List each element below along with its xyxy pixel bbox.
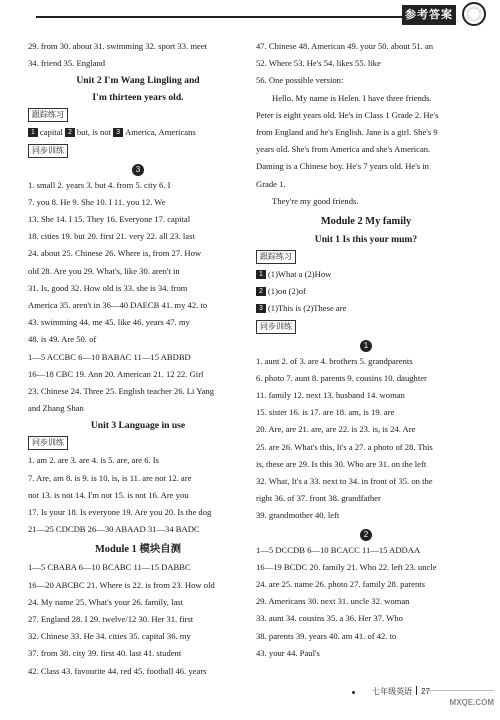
answer-line: 1—5 DCCDB 6—10 BCACC 11—15 ADDAA — [256, 544, 421, 555]
item-answer: (1)This is (2)These are — [267, 303, 347, 314]
answer-line: 33. aunt 34. cousins 35. a 36. Her 37. Who — [256, 613, 403, 624]
answer-line: 25. are 26. What's this, It's a 27. a photo of 28. This — [256, 441, 433, 452]
footer-divider — [416, 686, 417, 695]
essay-line: from England and he's English. Jane is a girl. She's 9 — [256, 127, 438, 138]
footer-dot — [352, 691, 355, 694]
answer-line: and Zhang Shan — [28, 403, 84, 414]
essay-line: Daming is a Chinese boy. He's 7 years old. He's in — [256, 161, 429, 172]
right-column — [256, 38, 476, 662]
header-rule — [36, 16, 430, 18]
answer-line: 16—20 ABCBC 21. Where is 22. is from 23. How old — [28, 579, 215, 590]
essay-line: Peter is eight years old. He's in Class 1 Grade 2. He's — [256, 109, 439, 120]
tracking-practice-tag: 跟踪练习 — [28, 108, 68, 122]
item-number-box: 1 — [28, 128, 38, 137]
item-answer: but, is not — [76, 127, 114, 138]
tracking-practice-tag: 跟踪练习 — [256, 250, 296, 264]
answer-line: America 35. aren't in 36—40 DAECB 41. my 42. to — [28, 300, 208, 311]
answer-line: 38. parents 39. years 40. am 41. of 42. to — [256, 630, 397, 641]
answer-line: 6. photo 7. aunt 8. parents 9. cousins 10. daughter — [256, 372, 427, 383]
answer-line: 24. My name 25. What's your 26. family, last — [28, 596, 184, 607]
unit2-title-line2: I'm thirteen years old. — [92, 92, 184, 104]
answer-line: 29. Americans 30. next 31. uncle 32. woman — [256, 596, 410, 607]
possible-version-label: 56. One possible version: — [256, 75, 344, 86]
item-answer: America, Americans — [125, 127, 196, 138]
answer-line: 47. Chinese 48. American 49. your 50. about 51. an — [256, 41, 434, 51]
circled-number: 3 — [132, 164, 144, 176]
answer-line: 39. grandmother 40. left — [256, 510, 340, 521]
essay-line: Grade 1. — [256, 178, 286, 189]
item-answer: (1)on (2)of — [267, 286, 306, 297]
sync-training-tag: 同步训练 — [256, 320, 296, 334]
tracking-answer — [256, 266, 476, 283]
essay-line: years old. She's from America and she's American. — [256, 144, 431, 155]
essay-line: Hello. My name is Helen. I have three friends. — [272, 92, 432, 103]
tracking-answers — [28, 124, 248, 141]
module1-title: Module 1 模块自测 — [94, 544, 181, 556]
unit2-title: Unit 2 I'm Wang Lingling and — [76, 75, 200, 87]
circled-number: 1 — [360, 340, 372, 352]
sync-training-tag: 同步训练 — [28, 436, 68, 450]
answer-line: 42. Class 43. favourite 44. red 45. football 46. years — [28, 665, 207, 676]
section-marker — [28, 161, 248, 176]
answer-line: 16—19 BCDC 20. family 21. Who 22. left 23. uncle — [256, 561, 437, 572]
item-number-box: 3 — [256, 304, 266, 313]
answer-line: 37. from 38. city 39. first 40. last 41. student — [28, 648, 182, 659]
answer-line: is, these are 29. Is this 30. Who are 31. on the left — [256, 458, 427, 469]
grade-label: 七年级英语 — [372, 687, 413, 696]
page-number: 27 — [421, 687, 430, 696]
answer-line: 15. sister 16. is 17. are 18. am, is 19. are — [256, 407, 395, 418]
answer-line: 48. is 49. Are 50. of — [28, 334, 97, 345]
answer-line: 7. Are, am 8. is 9. is 10. is, is 11. are not 12. are — [28, 472, 192, 483]
answer-line: 43. swimming 44. me 45. like 46. years 47. my — [28, 317, 190, 328]
answer-line: 1. aunt 2. of 3. are 4. brothers 5. grandparents — [256, 355, 413, 366]
answer-line: 18. cities 19. but 20. first 21. very 22. all 23. last — [28, 231, 195, 242]
item-number-box: 2 — [256, 287, 266, 296]
unit1-title: Unit 1 Is this your mum? — [314, 234, 418, 246]
section-marker — [256, 526, 476, 541]
item-number-box: 3 — [113, 128, 123, 137]
answer-line: 21—25 CDCDB 26—30 ABAAD 31—34 BADC — [28, 524, 200, 535]
answer-line: 20. Are, are 21. are, are 22. is 23. is, is 24. Are — [256, 424, 416, 435]
answer-line: 11. family 12. next 13. husband 14. woman — [256, 390, 405, 401]
answer-line: 29. from 30. about 31. swimming 32. sport 33. meet — [28, 41, 208, 51]
answer-line: 7. you 8. He 9. She 10. I 11. you 12. We — [28, 196, 166, 207]
answer-line: 1—5 ACCBC 6—10 BABAC 11—15 ABDBD — [28, 351, 191, 362]
answer-line: 1—5 CBABA 6—10 BCABC 11—15 DABBC — [28, 562, 191, 573]
answer-line: 52. Where 53. He's 54. likes 55. like — [256, 58, 381, 69]
answer-line: 17. Is your 18. Is everyone 19. Are you 20. Is the dog — [28, 507, 212, 518]
sync-training-tag: 同步训练 — [28, 144, 68, 158]
answer-line: 34. friend 35. England — [28, 58, 106, 69]
item-number-box: 2 — [65, 128, 75, 137]
answer-line: 32. What, It's a 33. next to 34. in front of 35. on the — [256, 476, 433, 487]
answer-line: 24. about 25. Chinese 26. Where is, from 27. How — [28, 248, 202, 259]
answer-line: old 28. Are you 29. What's, like 30. aren't in — [28, 265, 180, 276]
answer-line: 23. Chinese 24. Three 25. English teacher 26. Li Yang — [28, 386, 215, 397]
tracking-answer — [256, 283, 476, 300]
answer-line: 24. are 25. name 26. photo 27. family 28. parents — [256, 579, 425, 590]
item-number-box: 1 — [256, 270, 266, 279]
circled-number: 2 — [360, 529, 372, 541]
item-answer: (1)What a (2)How — [267, 269, 332, 280]
answer-line: right 36. of 37. front 38. grandfather — [256, 493, 381, 504]
answer-line: 32. Chinese 33. He 34. cities 35. capital 36. my — [28, 631, 191, 642]
emblem-icon — [462, 2, 486, 26]
module2-title: Module 2 My family — [320, 216, 412, 228]
watermark: MXQE.COM — [422, 690, 494, 717]
item-answer: capital — [39, 127, 65, 138]
essay-line: They're my good friends. — [272, 195, 359, 206]
answer-line: 1. small 2. years 3. but 4. from 5. city 6. I — [28, 179, 171, 190]
answer-key-badge: 参考答案 — [402, 5, 456, 25]
answer-line: 27. England 28. I 29. twelve/12 30. Her 31. first — [28, 614, 194, 625]
answer-line: 1. am 2. are 3. are 4. is 5. are, are 6. Is — [28, 455, 160, 466]
answer-line: 16—18 CBC 19. Ann 20. American 21. 12 22. Girl — [28, 368, 204, 379]
answer-line: 31. Is, good 32. How old is 33. she is 34. from — [28, 282, 188, 293]
tracking-answer — [256, 300, 476, 317]
answer-line: not 13. is not 14. I'm not 15. is not 16. Are you — [28, 489, 189, 500]
answer-line: 13. She 14. I 15. They 16. Everyone 17. capital — [28, 214, 191, 225]
left-column — [28, 38, 248, 680]
section-marker — [256, 337, 476, 352]
page-header — [0, 0, 500, 34]
answer-line: 43. your 44. Paul's — [256, 647, 320, 658]
unit3-title: Unit 3 Language in use — [90, 420, 186, 432]
